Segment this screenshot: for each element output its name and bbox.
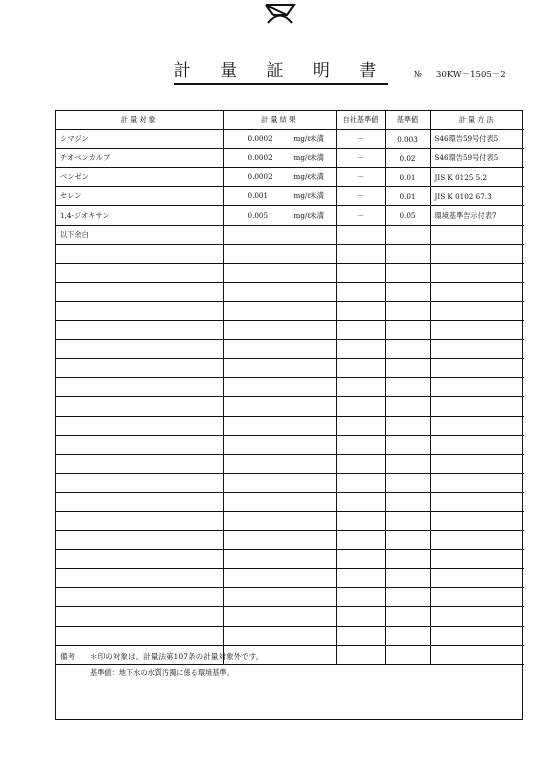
cell-standard	[385, 301, 430, 320]
cell-method	[430, 359, 524, 378]
cell-standard	[385, 454, 430, 473]
cell-self-standard	[336, 244, 385, 263]
cell-self-standard	[336, 282, 385, 301]
cell-subject: シマジン	[56, 130, 223, 149]
cell-standard	[385, 473, 430, 492]
cell-method: JIS K 0102 67.3	[430, 187, 524, 206]
document-number	[414, 68, 506, 80]
cell-subject	[56, 301, 223, 320]
result-value: 0.005	[247, 210, 269, 220]
result-value: 0.0002	[247, 153, 273, 163]
cell-result	[223, 588, 336, 607]
cell-result	[223, 225, 336, 244]
cell-standard	[385, 282, 430, 301]
cell-method: 環境基準告示付表7	[430, 206, 524, 225]
cell-result	[223, 149, 336, 168]
cell-self-standard	[336, 225, 385, 244]
cell-method: S46環告59号付表5	[430, 130, 524, 149]
cell-method	[430, 588, 524, 607]
table-row	[56, 492, 524, 511]
cell-subject	[56, 282, 223, 301]
table-row	[56, 130, 524, 149]
cell-standard	[385, 416, 430, 435]
table-row	[56, 263, 524, 282]
cell-method	[430, 550, 524, 569]
result-unit: mg/ℓ	[293, 153, 311, 163]
cell-subject	[56, 550, 223, 569]
certificate-frame	[55, 110, 523, 720]
cell-method	[430, 244, 524, 263]
cell-standard	[385, 607, 430, 626]
header-subject: 計量対象	[56, 111, 223, 130]
result-value: 0.0002	[247, 134, 273, 144]
cell-result	[223, 187, 336, 206]
result-flag: 未満	[309, 172, 324, 182]
table-row	[56, 168, 524, 187]
cell-subject: ベンゼン	[56, 168, 223, 187]
cell-method: JIS K 0125 5.2	[430, 168, 524, 187]
company-logo-icon	[262, 2, 298, 26]
cell-standard	[385, 244, 430, 263]
remarks-label: 備考	[60, 652, 76, 661]
cell-standard: 0.003	[385, 130, 430, 149]
result-flag: 未満	[309, 210, 324, 220]
cell-method	[430, 531, 524, 550]
table-row	[56, 511, 524, 530]
cell-subject	[56, 607, 223, 626]
table-row	[56, 531, 524, 550]
cell-result	[223, 206, 336, 225]
result-flag: 未満	[309, 134, 324, 144]
cell-subject	[56, 473, 223, 492]
cell-standard	[385, 588, 430, 607]
cell-result	[223, 607, 336, 626]
cell-method	[430, 473, 524, 492]
cell-result	[223, 454, 336, 473]
cell-self-standard	[336, 588, 385, 607]
cell-self-standard: －	[336, 168, 385, 187]
table-body	[56, 130, 524, 665]
table-row	[56, 321, 524, 340]
page-title: 計 量 証 明 書	[0, 56, 550, 81]
cell-method	[430, 225, 524, 244]
result-flag: 未満	[309, 191, 324, 201]
table-row	[56, 607, 524, 626]
cell-standard: 0.05	[385, 206, 430, 225]
cell-self-standard	[336, 531, 385, 550]
cell-self-standard: －	[336, 130, 385, 149]
table-row	[56, 187, 524, 206]
result-value: 0.0002	[247, 172, 273, 182]
cell-method	[430, 263, 524, 282]
cell-method	[430, 569, 524, 588]
cell-subject	[56, 321, 223, 340]
result-unit: mg/ℓ	[293, 191, 311, 201]
cell-self-standard	[336, 435, 385, 454]
table-row	[56, 473, 524, 492]
cell-method	[430, 435, 524, 454]
cell-self-standard	[336, 359, 385, 378]
cell-method	[430, 454, 524, 473]
cell-result	[223, 244, 336, 263]
cell-result	[223, 130, 336, 149]
cell-self-standard	[336, 569, 385, 588]
cell-subject	[56, 588, 223, 607]
cell-self-standard	[336, 607, 385, 626]
cell-standard	[385, 340, 430, 359]
document-number-value: 30KW－1505－2	[436, 70, 506, 80]
cell-subject	[56, 492, 223, 511]
measurement-table	[56, 111, 524, 665]
table-row	[56, 149, 524, 168]
cell-standard	[385, 492, 430, 511]
cell-self-standard	[336, 397, 385, 416]
remarks-line-2: 基準値：地下水の水質汚濁に係る環境基準。	[90, 668, 234, 677]
cell-result	[223, 569, 336, 588]
cell-method	[430, 511, 524, 530]
cell-standard: 0.02	[385, 149, 430, 168]
cell-standard	[385, 550, 430, 569]
cell-result	[223, 168, 336, 187]
table-header-row	[56, 111, 524, 130]
header-standard: 基準値	[385, 111, 430, 130]
cell-self-standard	[336, 416, 385, 435]
table-row	[56, 340, 524, 359]
cell-subject	[56, 340, 223, 359]
cell-result	[223, 473, 336, 492]
cell-self-standard	[336, 378, 385, 397]
cell-subject: セレン	[56, 187, 223, 206]
table-row	[56, 378, 524, 397]
table-row	[56, 435, 524, 454]
table-row	[56, 397, 524, 416]
cell-standard	[385, 359, 430, 378]
cell-result	[223, 416, 336, 435]
cell-standard	[385, 321, 430, 340]
cell-self-standard: －	[336, 187, 385, 206]
cell-self-standard: －	[336, 206, 385, 225]
cell-result	[223, 282, 336, 301]
cell-result	[223, 340, 336, 359]
cell-subject: 1,4-ジオキサン	[56, 206, 223, 225]
cell-method	[430, 492, 524, 511]
cell-subject: チオベンカルブ	[56, 149, 223, 168]
cell-standard	[385, 263, 430, 282]
cell-subject: 以下余白	[56, 225, 223, 244]
header-method: 計量方法	[430, 111, 524, 130]
document-number-label: №	[414, 70, 423, 80]
cell-self-standard	[336, 492, 385, 511]
cell-subject	[56, 569, 223, 588]
table-row	[56, 550, 524, 569]
cell-self-standard	[336, 473, 385, 492]
cell-self-standard: －	[336, 149, 385, 168]
cell-standard	[385, 378, 430, 397]
cell-method	[430, 282, 524, 301]
cell-standard	[385, 435, 430, 454]
cell-result	[223, 531, 336, 550]
cell-result	[223, 263, 336, 282]
cell-standard	[385, 511, 430, 530]
cell-method	[430, 397, 524, 416]
table-row	[56, 588, 524, 607]
table-row	[56, 569, 524, 588]
cell-subject	[56, 416, 223, 435]
result-value: 0.001	[247, 191, 269, 201]
result-unit: mg/ℓ	[293, 134, 311, 144]
cell-self-standard	[336, 340, 385, 359]
cell-result	[223, 359, 336, 378]
cell-method	[430, 378, 524, 397]
table-row	[56, 206, 524, 225]
table-row	[56, 225, 524, 244]
table-row	[56, 244, 524, 263]
cell-result	[223, 378, 336, 397]
cell-standard	[385, 569, 430, 588]
cell-result	[223, 435, 336, 454]
cell-method	[430, 607, 524, 626]
cell-self-standard	[336, 511, 385, 530]
table-row	[56, 359, 524, 378]
table-row	[56, 282, 524, 301]
cell-self-standard	[336, 301, 385, 320]
cell-self-standard	[336, 321, 385, 340]
cell-result	[223, 301, 336, 320]
cell-standard	[385, 531, 430, 550]
cell-method: S46環告59号付表5	[430, 149, 524, 168]
table-row	[56, 454, 524, 473]
cell-subject	[56, 435, 223, 454]
cell-subject	[56, 244, 223, 263]
cell-standard: 0.01	[385, 187, 430, 206]
cell-subject	[56, 378, 223, 397]
cell-standard	[385, 225, 430, 244]
remarks-section	[56, 643, 522, 719]
header-self-standard: 自社基準値	[336, 111, 385, 130]
cell-subject	[56, 511, 223, 530]
cell-subject	[56, 397, 223, 416]
cell-result	[223, 511, 336, 530]
cell-subject	[56, 263, 223, 282]
cell-subject	[56, 454, 223, 473]
cell-method	[430, 301, 524, 320]
header-result: 計量結果	[223, 111, 336, 130]
table-row	[56, 301, 524, 320]
cell-result	[223, 492, 336, 511]
cell-subject	[56, 531, 223, 550]
cell-self-standard	[336, 263, 385, 282]
cell-method	[430, 321, 524, 340]
cell-self-standard	[336, 550, 385, 569]
result-flag: 未満	[309, 153, 324, 163]
result-unit: mg/ℓ	[293, 172, 311, 182]
cell-subject	[56, 359, 223, 378]
table-row	[56, 416, 524, 435]
cell-self-standard	[336, 454, 385, 473]
cell-result	[223, 397, 336, 416]
result-unit: mg/ℓ	[293, 210, 311, 220]
remarks-line-1: ＊印の対象は、計量法第107条の計量対象外です。	[90, 652, 264, 661]
cell-standard: 0.01	[385, 168, 430, 187]
cell-result	[223, 550, 336, 569]
cell-method	[430, 416, 524, 435]
cell-method	[430, 340, 524, 359]
cell-result	[223, 321, 336, 340]
cell-standard	[385, 397, 430, 416]
